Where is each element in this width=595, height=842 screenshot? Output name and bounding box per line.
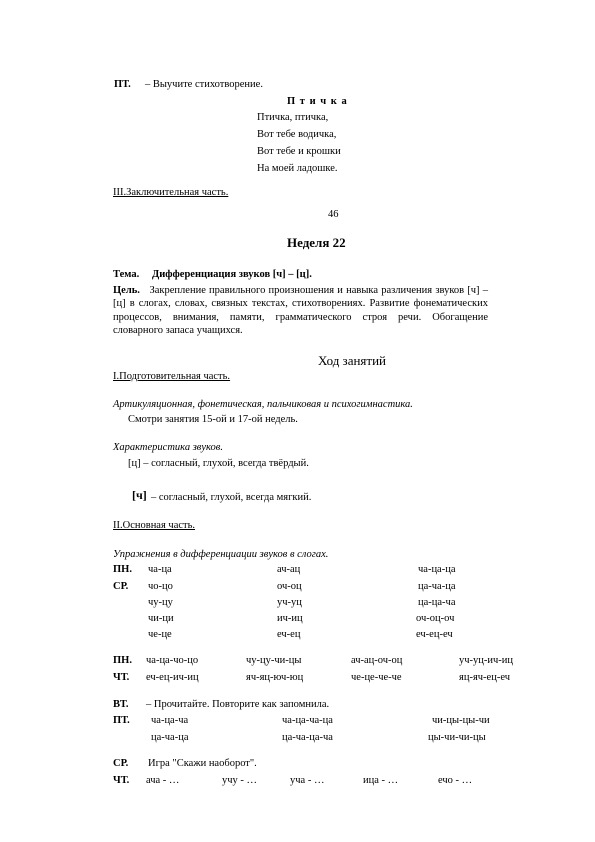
day-tag: ПН. bbox=[113, 564, 132, 575]
syllable: еч-ец-еч bbox=[416, 629, 453, 640]
syllable: че-це bbox=[148, 629, 172, 640]
syllable: уч-уц-ич-иц bbox=[459, 655, 514, 666]
lesson-title: Ход занятий bbox=[318, 353, 386, 368]
game-item: ица - … bbox=[363, 775, 399, 786]
syllable: ча-ца-чо-цо bbox=[146, 655, 199, 666]
syllable: оч-оц-оч bbox=[416, 613, 455, 624]
syllable: чо-цо bbox=[148, 581, 173, 592]
poem-line: Вот тебе водичка, bbox=[257, 129, 337, 140]
page-number: 46 bbox=[328, 209, 339, 220]
week-title: Неделя 22 bbox=[287, 235, 346, 250]
syllable: чу-цу bbox=[148, 597, 173, 608]
theme-text: Дифференциация звуков [ч] – [ц]. bbox=[152, 269, 312, 280]
syllable: ца-ча-ца-ча bbox=[282, 732, 333, 743]
syllable: уч-уц bbox=[277, 597, 302, 608]
day-tag: ВТ. bbox=[113, 699, 129, 710]
goal-label: Цель. bbox=[113, 285, 140, 296]
body-text: [ц] – согласный, глухой, всегда твёрдый. bbox=[128, 458, 309, 469]
syllable: еч-ец bbox=[277, 629, 301, 640]
day-tag: ЧТ. bbox=[113, 672, 130, 683]
section-heading: II.Основная часть. bbox=[113, 520, 196, 531]
syllable: яц-яч-ец-еч bbox=[459, 672, 511, 683]
poem-line: Птичка, птичка, bbox=[257, 112, 329, 123]
syllable: оч-оц bbox=[277, 581, 302, 592]
syllable: ца-ца-ча bbox=[418, 597, 456, 608]
syllable: цы-чи-чи-цы bbox=[428, 732, 486, 743]
syllable: ца-ча-ца bbox=[151, 732, 189, 743]
game-item: уча - … bbox=[290, 775, 325, 786]
body-text: – согласный, глухой, всегда мягкий. bbox=[151, 492, 312, 503]
syllable: еч-ец-ич-иц bbox=[146, 672, 199, 683]
syllable: яч-яц-юч-юц bbox=[246, 672, 304, 683]
section-heading: I.Подготовительная часть. bbox=[113, 371, 231, 382]
instruction-text: – Выучите стихотворение. bbox=[145, 79, 263, 90]
section-heading: III.Заключительная часть. bbox=[113, 187, 229, 198]
syllable: ца-ча-ца bbox=[418, 581, 456, 592]
game-item: учу - … bbox=[222, 775, 258, 786]
syllable: ча-ца-ча bbox=[151, 715, 189, 726]
syllable: ач-ац-оч-оц bbox=[351, 655, 403, 666]
syllable: чу-цу-чи-цы bbox=[246, 655, 302, 666]
day-tag: ПТ. bbox=[113, 715, 130, 726]
day-tag: ЧТ. bbox=[113, 775, 130, 786]
poem-title: П т и ч к а bbox=[287, 96, 348, 107]
syllable: ча-ца bbox=[148, 564, 172, 575]
day-tag: ПН. bbox=[113, 655, 132, 666]
syllable: ач-ац bbox=[277, 564, 301, 575]
subsection-heading: Артикуляционная, фонетическая, пальчиковая и психогимнастика. bbox=[113, 399, 413, 410]
day-tag: ПТ. bbox=[114, 79, 131, 90]
syllable: чи-цы-цы-чи bbox=[432, 715, 490, 726]
body-text: Смотри занятия 15-ой и 17-ой недель. bbox=[128, 414, 298, 425]
syllable: ча-ца-ча-ца bbox=[282, 715, 333, 726]
syllable: че-це-че-че bbox=[351, 672, 402, 683]
subsection-heading: Характеристика звуков. bbox=[113, 442, 223, 453]
poem-line: На моей ладошке. bbox=[257, 163, 338, 174]
day-tag: СР. bbox=[113, 581, 129, 592]
day-tag: СР. bbox=[113, 758, 129, 769]
syllable: ич-иц bbox=[277, 613, 303, 624]
subsection-heading: Упражнения в дифференциации звуков в слогах. bbox=[113, 549, 329, 560]
game-item: ечо - … bbox=[438, 775, 473, 786]
instruction-text: – Прочитайте. Повторите как запомнила. bbox=[146, 699, 330, 710]
instruction-text: Игра "Скажи наоборот". bbox=[148, 758, 257, 769]
game-item: ача - … bbox=[146, 775, 180, 786]
sound-symbol: [ч] bbox=[132, 488, 147, 502]
poem-line: Вот тебе и крошки bbox=[257, 146, 341, 157]
theme-label: Тема. bbox=[113, 269, 140, 280]
goal-paragraph bbox=[113, 284, 488, 338]
syllable: чи-ци bbox=[148, 613, 174, 624]
syllable: ча-ца-ца bbox=[418, 564, 456, 575]
goal-text: Закрепление правильного произношения и навыка различения звуков [ч] – [ц] в слогах, словах, связных текстах, стихотворениях. Развитие фонематических процессов, внимания, памяти, грамматического строя речи. Обогащение словарного запаса учащихся. bbox=[113, 285, 488, 337]
